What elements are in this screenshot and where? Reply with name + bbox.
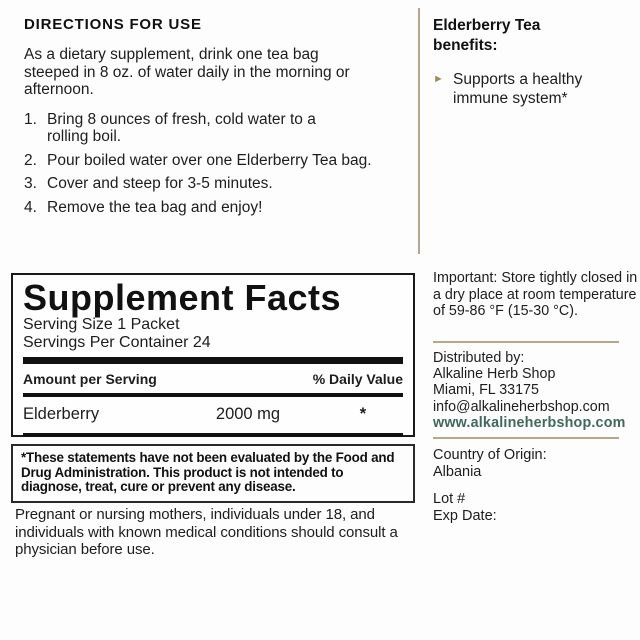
arrow-right-icon: ►	[433, 73, 444, 85]
step-number: 2.	[24, 151, 37, 169]
pregnancy-warning-text: Pregnant or nursing mothers, individuals under 18, and individuals with known medical conditions should consult a physician before use.	[15, 506, 398, 558]
horizontal-divider	[433, 341, 619, 343]
step-item	[24, 152, 418, 170]
origin-label: Country of Origin:	[433, 447, 547, 463]
servings-per-container: Servings Per Container 24	[23, 334, 211, 351]
step-text: Pour boiled water over one Elderberry Tea bag.	[47, 151, 372, 169]
ingredient-row	[23, 397, 403, 433]
storage-note: Important: Store tightly closed in a dry place at room temperature of 59-86 °F (15-30 °C).	[433, 270, 638, 319]
origin-section	[433, 447, 633, 480]
distributor-label: Distributed by:	[433, 350, 525, 366]
fda-disclaimer-box	[11, 444, 415, 503]
distributor-city: Miami, FL 33175	[433, 382, 539, 399]
lot-exp-section	[433, 491, 633, 524]
facts-header-row	[23, 364, 403, 393]
origin-value: Albania	[433, 463, 482, 480]
directions-heading: DIRECTIONS FOR USE	[24, 16, 202, 33]
distributor-email: info@alkalineherbshop.com	[433, 398, 610, 415]
distributor-section	[433, 350, 633, 431]
exp-label: Exp Date:	[433, 507, 497, 524]
benefits-section	[433, 16, 629, 108]
step-number: 1.	[24, 110, 37, 128]
daily-value-header: % Daily Value	[312, 371, 403, 387]
directions-section	[24, 16, 418, 222]
directions-steps	[24, 111, 418, 217]
step-text: Remove the tea bag and enjoy!	[47, 198, 263, 216]
serving-size: Serving Size 1 Packet	[23, 316, 180, 333]
step-text: Bring 8 ounces of fresh, cold water to a rolling boil.	[47, 110, 316, 145]
step-item	[24, 111, 418, 146]
vertical-divider	[418, 8, 420, 254]
step-text: Cover and steep for 3-5 minutes.	[47, 175, 273, 192]
benefits-heading: Elderberry Tea benefits:	[433, 17, 541, 54]
distributor-name: Alkaline Herb Shop	[433, 366, 556, 383]
ingredient-daily-value: *	[359, 405, 367, 423]
horizontal-divider	[433, 437, 619, 439]
step-number: 4.	[24, 198, 37, 216]
divider-bar-thick	[23, 357, 403, 364]
benefit-item	[433, 70, 629, 108]
amount-per-serving-header: Amount per Serving	[23, 371, 157, 387]
lot-label: Lot #	[433, 491, 466, 507]
supplement-facts-title: Supplement Facts	[23, 277, 342, 318]
step-item	[24, 199, 418, 217]
benefit-text: Supports a healthy immune system*	[453, 71, 583, 107]
supplement-facts-panel	[11, 273, 415, 437]
fda-disclaimer-text: *These statements have not been evaluated by the Food and Drug Administration. This product is not intended to diagnose, treat, cure or prevent any disease.	[21, 450, 395, 495]
divider-bar	[23, 433, 403, 437]
step-number: 3.	[24, 175, 37, 192]
ingredient-amount: 2000 mg	[215, 405, 281, 423]
step-item	[24, 175, 418, 193]
directions-intro: As a dietary supplement, drink one tea bag steeped in 8 oz. of water daily in the morning or afternoon.	[24, 46, 350, 98]
website-link: www.alkalineherbshop.com	[433, 414, 626, 431]
ingredient-name: Elderberry	[23, 405, 100, 423]
